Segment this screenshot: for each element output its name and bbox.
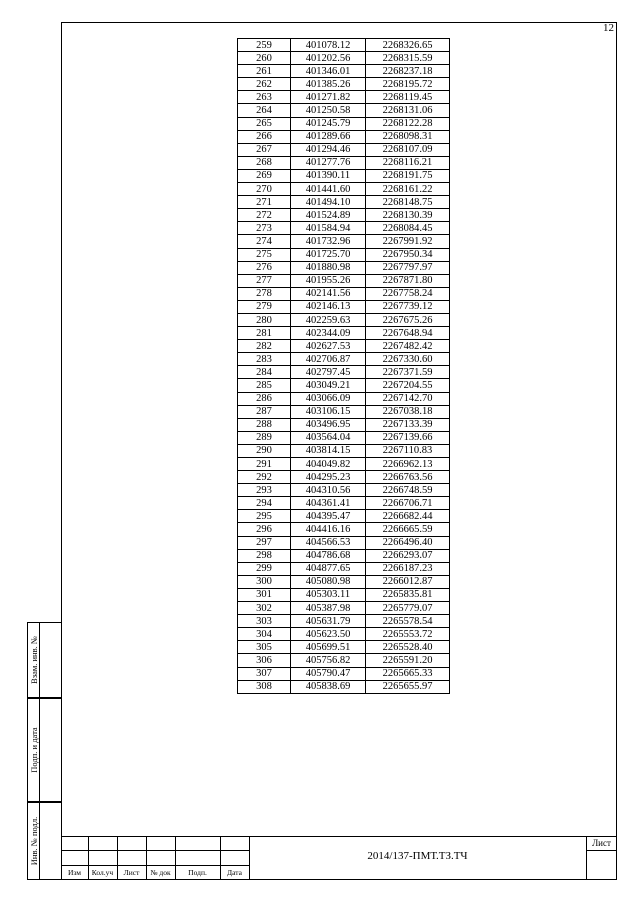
point-number-cell: 275 — [238, 248, 291, 261]
coord-x-cell: 404310.56 — [291, 484, 366, 497]
point-number-cell: 291 — [238, 458, 291, 471]
coord-x-cell: 405631.79 — [291, 615, 366, 628]
coord-y-cell: 2268315.59 — [366, 52, 450, 65]
table-row — [238, 327, 450, 340]
table-row — [238, 628, 450, 641]
point-number-cell: 298 — [238, 549, 291, 562]
coord-x-cell: 405387.98 — [291, 602, 366, 615]
coord-y-cell: 2266748.59 — [366, 484, 450, 497]
coord-y-cell: 2267991.92 — [366, 235, 450, 248]
coord-x-cell: 401524.89 — [291, 209, 366, 222]
coord-y-cell: 2267110.83 — [366, 444, 450, 457]
coord-x-cell: 402146.13 — [291, 300, 366, 313]
point-number-cell: 292 — [238, 471, 291, 484]
coord-x-cell: 402259.63 — [291, 313, 366, 326]
point-number-cell: 281 — [238, 327, 291, 340]
coord-y-cell: 2268161.22 — [366, 183, 450, 196]
coord-x-cell: 404566.53 — [291, 536, 366, 549]
table-row — [238, 536, 450, 549]
coord-y-cell: 2267871.80 — [366, 274, 450, 287]
point-number-cell: 262 — [238, 78, 291, 91]
coord-y-cell: 2266665.59 — [366, 523, 450, 536]
point-number-cell: 271 — [238, 196, 291, 209]
side-label-vzam: Взам. инв. № — [28, 636, 39, 684]
coord-y-cell: 2267371.59 — [366, 366, 450, 379]
coord-x-cell: 403814.15 — [291, 444, 366, 457]
point-number-cell: 300 — [238, 575, 291, 588]
coord-y-cell: 2267797.97 — [366, 261, 450, 274]
coord-y-cell: 2268084.45 — [366, 222, 450, 235]
coord-y-cell: 2267758.24 — [366, 287, 450, 300]
coord-y-cell: 2267648.94 — [366, 327, 450, 340]
point-number-cell: 297 — [238, 536, 291, 549]
coord-y-cell: 2268107.09 — [366, 143, 450, 156]
point-number-cell: 267 — [238, 143, 291, 156]
table-row — [238, 418, 450, 431]
coord-x-cell: 401202.56 — [291, 52, 366, 65]
coord-y-cell: 2268130.39 — [366, 209, 450, 222]
point-number-cell: 284 — [238, 366, 291, 379]
coord-x-cell: 401441.60 — [291, 183, 366, 196]
side-label-podp: Подп. и дата — [28, 727, 39, 773]
table-row — [238, 156, 450, 169]
table-row — [238, 471, 450, 484]
coord-y-cell: 2268326.65 — [366, 39, 450, 52]
coord-x-cell: 401250.58 — [291, 104, 366, 117]
table-row — [238, 209, 450, 222]
point-number-cell: 279 — [238, 300, 291, 313]
table-row — [238, 130, 450, 143]
coord-y-cell: 2266706.71 — [366, 497, 450, 510]
stamp-col-data: Дата — [227, 868, 242, 877]
coord-x-cell: 402627.53 — [291, 340, 366, 353]
point-number-cell: 274 — [238, 235, 291, 248]
point-number-cell: 263 — [238, 91, 291, 104]
point-number-cell: 268 — [238, 156, 291, 169]
coord-y-cell: 2265578.54 — [366, 615, 450, 628]
table-row — [238, 523, 450, 536]
coord-x-cell: 404877.65 — [291, 562, 366, 575]
point-number-cell: 272 — [238, 209, 291, 222]
coord-y-cell: 2267950.34 — [366, 248, 450, 261]
table-row — [238, 248, 450, 261]
table-row — [238, 313, 450, 326]
coord-y-cell: 2267330.60 — [366, 353, 450, 366]
coord-x-cell: 404395.47 — [291, 510, 366, 523]
point-number-cell: 288 — [238, 418, 291, 431]
point-number-cell: 287 — [238, 405, 291, 418]
table-row — [238, 169, 450, 182]
coord-x-cell: 404295.23 — [291, 471, 366, 484]
coord-x-cell: 405838.69 — [291, 680, 366, 693]
coord-y-cell: 2265835.81 — [366, 588, 450, 601]
coord-x-cell: 405699.51 — [291, 641, 366, 654]
coord-x-cell: 405303.11 — [291, 588, 366, 601]
coord-x-cell: 404049.82 — [291, 458, 366, 471]
point-number-cell: 299 — [238, 562, 291, 575]
point-number-cell: 276 — [238, 261, 291, 274]
point-number-cell: 277 — [238, 274, 291, 287]
coord-x-cell: 404786.68 — [291, 549, 366, 562]
coord-y-cell: 2265665.33 — [366, 667, 450, 680]
point-number-cell: 286 — [238, 392, 291, 405]
coord-y-cell: 2267739.12 — [366, 300, 450, 313]
coord-y-cell: 2265655.97 — [366, 680, 450, 693]
table-row — [238, 484, 450, 497]
coord-y-cell: 2267482.42 — [366, 340, 450, 353]
side-box-inv — [27, 802, 61, 880]
point-number-cell: 305 — [238, 641, 291, 654]
point-number-cell: 308 — [238, 680, 291, 693]
table-row — [238, 183, 450, 196]
coord-y-cell: 2266012.87 — [366, 575, 450, 588]
coord-x-cell: 401271.82 — [291, 91, 366, 104]
point-number-cell: 306 — [238, 654, 291, 667]
coord-y-cell: 2266682.44 — [366, 510, 450, 523]
table-row — [238, 287, 450, 300]
point-number-cell: 296 — [238, 523, 291, 536]
coord-x-cell: 402797.45 — [291, 366, 366, 379]
table-row — [238, 392, 450, 405]
coord-y-cell: 2267038.18 — [366, 405, 450, 418]
coord-y-cell: 2266187.23 — [366, 562, 450, 575]
stamp-col-izm: Изм — [67, 868, 82, 877]
table-row — [238, 143, 450, 156]
page-number: 12 — [603, 22, 614, 34]
coord-y-cell: 2268098.31 — [366, 130, 450, 143]
coord-x-cell: 405623.50 — [291, 628, 366, 641]
title-block — [61, 836, 617, 880]
coord-x-cell: 401725.70 — [291, 248, 366, 261]
table-row — [238, 588, 450, 601]
table-row — [238, 549, 450, 562]
coordinates-table — [237, 38, 450, 694]
point-number-cell: 282 — [238, 340, 291, 353]
table-row — [238, 615, 450, 628]
coord-y-cell: 2267142.70 — [366, 392, 450, 405]
point-number-cell: 266 — [238, 130, 291, 143]
coord-x-cell: 402344.09 — [291, 327, 366, 340]
point-number-cell: 304 — [238, 628, 291, 641]
stamp-col-kol: Кол.уч — [91, 868, 114, 877]
stamp-col-ndok: № док — [150, 868, 171, 877]
coord-x-cell: 403496.95 — [291, 418, 366, 431]
coord-y-cell: 2267204.55 — [366, 379, 450, 392]
point-number-cell: 261 — [238, 65, 291, 78]
stamp-col-list: Лист — [123, 868, 140, 877]
table-row — [238, 353, 450, 366]
coord-x-cell: 401385.26 — [291, 78, 366, 91]
coord-y-cell: 2265591.20 — [366, 654, 450, 667]
table-row — [238, 39, 450, 52]
table-row — [238, 562, 450, 575]
stamp-col-podp: Подп. — [188, 868, 207, 877]
coord-x-cell: 401289.66 — [291, 130, 366, 143]
coord-y-cell: 2265528.40 — [366, 641, 450, 654]
table-row — [238, 667, 450, 680]
point-number-cell: 259 — [238, 39, 291, 52]
coord-y-cell: 2268195.72 — [366, 78, 450, 91]
coord-x-cell: 401494.10 — [291, 196, 366, 209]
table-row — [238, 261, 450, 274]
point-number-cell: 290 — [238, 444, 291, 457]
point-number-cell: 294 — [238, 497, 291, 510]
table-row — [238, 602, 450, 615]
coord-x-cell: 401732.96 — [291, 235, 366, 248]
coord-x-cell: 405756.82 — [291, 654, 366, 667]
point-number-cell: 295 — [238, 510, 291, 523]
point-number-cell: 301 — [238, 588, 291, 601]
coord-y-cell: 2268237.18 — [366, 65, 450, 78]
coord-y-cell: 2268122.28 — [366, 117, 450, 130]
coord-x-cell: 401880.98 — [291, 261, 366, 274]
coord-y-cell: 2266962.13 — [366, 458, 450, 471]
point-number-cell: 269 — [238, 169, 291, 182]
table-row — [238, 366, 450, 379]
table-row — [238, 78, 450, 91]
table-row — [238, 431, 450, 444]
table-row — [238, 104, 450, 117]
point-number-cell: 289 — [238, 431, 291, 444]
table-row — [238, 458, 450, 471]
coord-x-cell: 401294.46 — [291, 143, 366, 156]
sheet-label: Лист — [592, 838, 611, 848]
table-row — [238, 235, 450, 248]
coord-x-cell: 404416.16 — [291, 523, 366, 536]
table-row — [238, 274, 450, 287]
table-row — [238, 196, 450, 209]
coord-x-cell: 402706.87 — [291, 353, 366, 366]
table-row — [238, 405, 450, 418]
coord-x-cell: 401245.79 — [291, 117, 366, 130]
coord-x-cell: 403106.15 — [291, 405, 366, 418]
coord-y-cell: 2267675.26 — [366, 313, 450, 326]
coord-x-cell: 405080.98 — [291, 575, 366, 588]
coord-x-cell: 404361.41 — [291, 497, 366, 510]
point-number-cell: 264 — [238, 104, 291, 117]
document-code: 2014/137-ПМТ.ТЗ.ТЧ — [367, 850, 468, 862]
coord-x-cell: 401078.12 — [291, 39, 366, 52]
coord-x-cell: 405790.47 — [291, 667, 366, 680]
table-row — [238, 641, 450, 654]
coord-x-cell: 401390.11 — [291, 169, 366, 182]
table-row — [238, 680, 450, 693]
table-row — [238, 52, 450, 65]
coord-x-cell: 403564.04 — [291, 431, 366, 444]
side-label-inv: Инв. № подл. — [28, 816, 39, 866]
side-box-vzam — [27, 622, 61, 698]
table-row — [238, 117, 450, 130]
point-number-cell: 293 — [238, 484, 291, 497]
coord-y-cell: 2268119.45 — [366, 91, 450, 104]
side-box-podp — [27, 698, 61, 802]
table-row — [238, 340, 450, 353]
table-row — [238, 654, 450, 667]
table-row — [238, 444, 450, 457]
coord-x-cell: 401346.01 — [291, 65, 366, 78]
point-number-cell: 302 — [238, 602, 291, 615]
coord-x-cell: 401584.94 — [291, 222, 366, 235]
coord-x-cell: 401277.76 — [291, 156, 366, 169]
point-number-cell: 303 — [238, 615, 291, 628]
coord-x-cell: 403066.09 — [291, 392, 366, 405]
coord-y-cell: 2265553.72 — [366, 628, 450, 641]
table-row — [238, 497, 450, 510]
coord-y-cell: 2266293.07 — [366, 549, 450, 562]
coord-x-cell: 403049.21 — [291, 379, 366, 392]
coord-x-cell: 402141.56 — [291, 287, 366, 300]
coord-y-cell: 2268116.21 — [366, 156, 450, 169]
table-row — [238, 379, 450, 392]
coord-y-cell: 2268191.75 — [366, 169, 450, 182]
coord-y-cell: 2266496.40 — [366, 536, 450, 549]
point-number-cell: 307 — [238, 667, 291, 680]
table-row — [238, 300, 450, 313]
coord-x-cell: 401955.26 — [291, 274, 366, 287]
table-row — [238, 575, 450, 588]
point-number-cell: 278 — [238, 287, 291, 300]
table-row — [238, 222, 450, 235]
point-number-cell: 273 — [238, 222, 291, 235]
table-row — [238, 91, 450, 104]
coord-y-cell: 2267133.39 — [366, 418, 450, 431]
coord-y-cell: 2266763.56 — [366, 471, 450, 484]
point-number-cell: 285 — [238, 379, 291, 392]
coord-y-cell: 2265779.07 — [366, 602, 450, 615]
point-number-cell: 283 — [238, 353, 291, 366]
coord-y-cell: 2268131.06 — [366, 104, 450, 117]
table-row — [238, 65, 450, 78]
coord-y-cell: 2267139.66 — [366, 431, 450, 444]
point-number-cell: 260 — [238, 52, 291, 65]
point-number-cell: 280 — [238, 313, 291, 326]
coord-y-cell: 2268148.75 — [366, 196, 450, 209]
point-number-cell: 270 — [238, 183, 291, 196]
point-number-cell: 265 — [238, 117, 291, 130]
table-row — [238, 510, 450, 523]
